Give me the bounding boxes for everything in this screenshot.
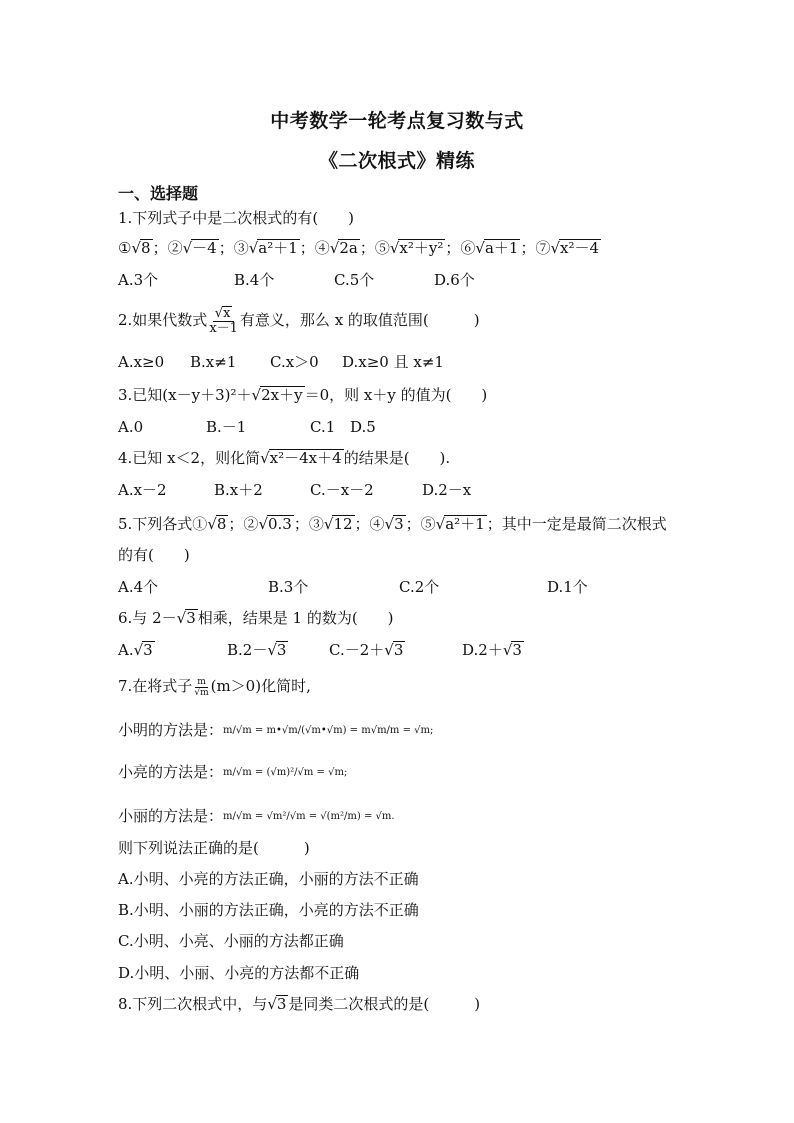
question-7-option-c: C.小明、小亮、小丽的方法都正确 [118, 932, 344, 950]
xiaoming-method: 小明的方法是：m/√m = m•√m/(√m•√m) = m√m/m = √m; [118, 718, 433, 743]
question-7-option-d: D.小明、小丽、小亮的方法都不正确 [118, 964, 360, 982]
page-subtitle: 《二次根式》精练 [318, 150, 475, 172]
option-c: C.5个 [334, 271, 375, 289]
question-3-stem: 3.已知(x－y＋3)²＋√2x＋y ＝0，则 x＋y 的值为( ) [118, 386, 488, 404]
question-5-stem: 5.下列各式①√8 ；②√0.3 ；③√12 ；④√3 ；⑤√a²＋1 ；其中一定是最简二次根式 [118, 515, 667, 533]
question-1-items: ①√8 ；②√－4 ；③√a²＋1 ；④√2a ；⑤√x²＋y² ；⑥√a＋1 ；⑦√x²－4 [118, 239, 600, 257]
question-1-stem: 1.下列式子中是二次根式的有( ) [118, 209, 355, 227]
question-2-options: A.x≥0 B.x≠1 C.x＞0 D.x≥0 且 x≠1 [118, 353, 444, 371]
section-heading: 一、选择题 [118, 184, 199, 203]
question-2-stem: 2.如果代数式 $\frac{√x}{x-1}$ 有意义，那么 x 的取值范围( ) [118, 306, 480, 336]
question-1-options [118, 268, 475, 292]
xiaoming-formula: m/√m = m•√m/(√m•√m) = m√m/m = √m; [223, 725, 434, 736]
question-5-options: A.4个 B.3个 C.2个 D.1个 [118, 578, 588, 596]
question-4-stem: 4.已知 x＜2，则化简√x²－4x＋4 的结果是( ). [118, 449, 451, 467]
question-7-stem: 7.在将式子 $\frac{m}{√m}$ (m＞0)化简时, [118, 676, 311, 698]
option-d: D.6个 [434, 271, 475, 289]
option-b: B.4个 [234, 271, 275, 289]
question-6-stem: 6.与 2－√3 相乘，结果是 1 的数为( ) [118, 609, 394, 627]
question-5-cont: 的有( ) [118, 546, 190, 564]
page-title: 中考数学一轮考点复习数与式 [270, 110, 524, 132]
xiaoliang-method: 小亮的方法是：m/√m = (√m)²/√m = √m; [118, 760, 347, 785]
question-7-ask: 则下列说法正确的是( ) [118, 839, 310, 857]
question-4-options: A.x－2 B.x＋2 C.－x－2 D.2－x [118, 481, 472, 499]
xiaoliang-formula: m/√m = (√m)²/√m = √m; [223, 767, 348, 778]
question-3-options: A.0 B.－1 C.1 D.5 [118, 418, 376, 436]
xiaoli-method: 小丽的方法是：m/√m = √m²/√m = √(m²/m) = √m. [118, 804, 395, 829]
question-7-option-a: A.小明、小亮的方法正确，小丽的方法不正确 [118, 870, 419, 888]
question-7-option-b: B.小明、小丽的方法正确，小亮的方法不正确 [118, 901, 419, 919]
option-a: A.3个 [118, 271, 159, 289]
question-6-options: A.√3 B.2－√3 C.－2＋√3 D.2＋√3 [118, 641, 522, 659]
xiaoli-formula: m/√m = √m²/√m = √(m²/m) = √m. [223, 811, 395, 822]
question-8-stem: 8.下列二次根式中，与√3 是同类二次根式的是( ) [118, 995, 481, 1013]
